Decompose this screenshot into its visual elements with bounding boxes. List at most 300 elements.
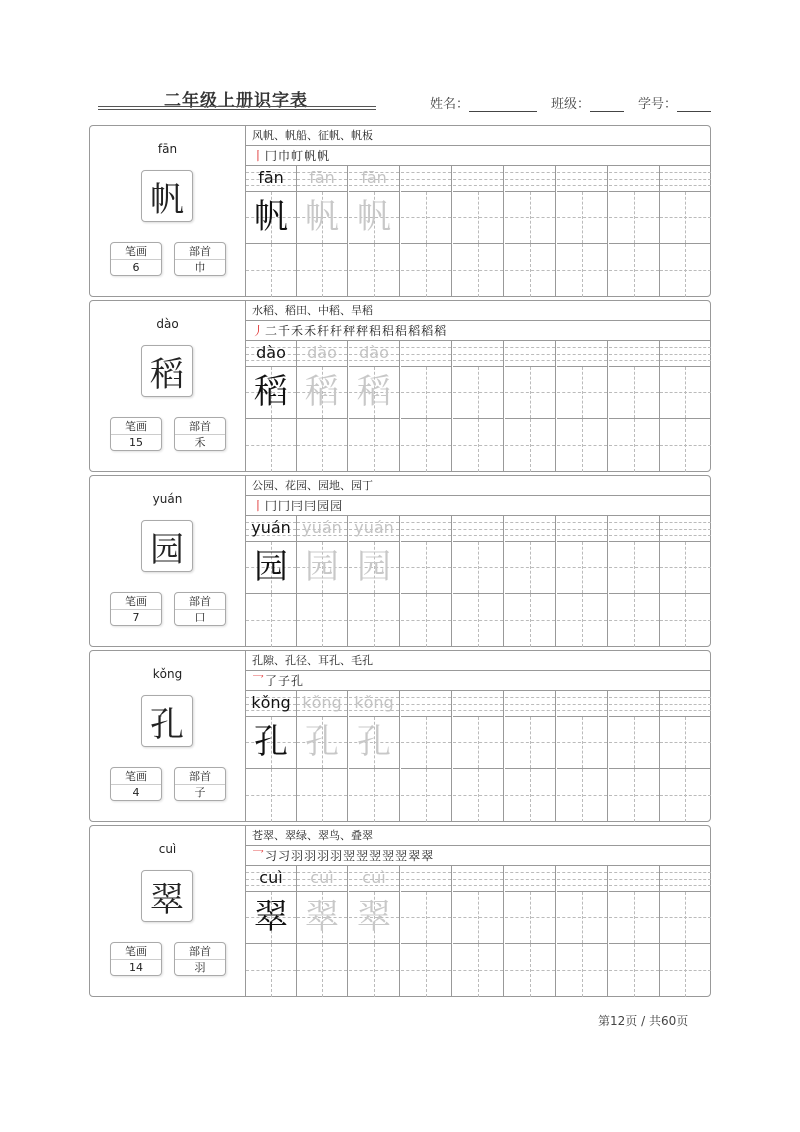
stroke-step: 稻 — [421, 324, 434, 338]
radical-value: 羽 — [194, 961, 206, 974]
practice-column — [505, 341, 556, 472]
stroke-step: 稆 — [382, 324, 395, 338]
character-trace: 孔 — [305, 722, 339, 762]
stroke-step: 丨 — [252, 149, 265, 163]
pinyin-cell[interactable] — [505, 341, 555, 367]
tian-cell[interactable] — [557, 769, 607, 822]
radical-label: 部首 — [175, 593, 225, 610]
pinyin-model: kǒng — [251, 693, 291, 712]
title-underline — [98, 109, 376, 110]
tian-cell[interactable] — [505, 244, 555, 297]
character-model: 帆 — [254, 197, 288, 237]
pinyin-cell[interactable] — [297, 166, 347, 192]
pinyin-label: cuì — [158, 842, 177, 856]
tian-cell[interactable] — [453, 367, 503, 419]
radical-box — [174, 242, 226, 276]
tian-cell[interactable] — [401, 419, 451, 472]
pinyin-model: cuì — [259, 868, 283, 887]
pinyin-cell[interactable] — [660, 691, 711, 717]
tian-cell[interactable] — [660, 244, 711, 297]
practice-column — [557, 516, 608, 647]
pinyin-cell[interactable] — [453, 166, 503, 192]
character-display: 翠 — [141, 870, 193, 922]
practice-column — [505, 516, 556, 647]
pinyin-trace: yuán — [354, 518, 394, 537]
stroke-step: 翠 — [408, 849, 421, 863]
stroke-step: 稻 — [434, 324, 447, 338]
stroke-step: 习 — [265, 849, 278, 863]
writing-grid — [246, 866, 711, 997]
character-trace: 帆 — [357, 197, 391, 237]
stroke-step: 冂 — [265, 499, 278, 513]
tian-cell[interactable] — [349, 542, 399, 594]
tian-cell[interactable] — [505, 367, 555, 419]
character-info — [90, 826, 246, 996]
practice-column — [297, 866, 348, 997]
tian-cell[interactable] — [609, 419, 659, 472]
pinyin-cell[interactable] — [505, 691, 555, 717]
tian-cell[interactable] — [453, 419, 503, 472]
pinyin-trace: cuì — [362, 868, 386, 887]
tian-cell[interactable] — [557, 717, 607, 769]
stroke-count-label: 笔画 — [111, 418, 161, 435]
stroke-order — [246, 846, 711, 866]
tian-cell[interactable] — [401, 594, 451, 647]
stroke-order — [246, 321, 711, 341]
tian-cell[interactable] — [297, 944, 347, 997]
pinyin-cell[interactable] — [297, 341, 347, 367]
pinyin-cell[interactable] — [246, 166, 296, 192]
stroke-step: 稆 — [369, 324, 382, 338]
tian-cell[interactable] — [246, 944, 296, 997]
tian-cell[interactable] — [453, 594, 503, 647]
pinyin-cell[interactable] — [660, 516, 711, 542]
character-display: 孔 — [141, 695, 193, 747]
character-trace: 翠 — [357, 897, 391, 937]
tian-cell[interactable] — [401, 542, 451, 594]
radical-value: 口 — [194, 611, 206, 624]
tian-cell[interactable] — [505, 419, 555, 472]
stroke-step: 禾 — [304, 324, 317, 338]
practice-column — [349, 516, 400, 647]
pinyin-label: kǒng — [152, 667, 183, 681]
name-field[interactable] — [430, 93, 537, 112]
stroke-count-label: 笔画 — [111, 593, 161, 610]
tian-cell[interactable] — [349, 892, 399, 944]
tian-cell[interactable] — [609, 367, 659, 419]
character-card — [89, 300, 711, 472]
pinyin-cell[interactable] — [246, 691, 296, 717]
radical-value: 巾 — [194, 261, 206, 274]
pinyin-cell[interactable] — [505, 516, 555, 542]
character-info — [90, 126, 246, 296]
radical-box — [174, 942, 226, 976]
character-info — [90, 301, 246, 471]
writing-grid — [246, 166, 711, 297]
stroke-step: 帄 — [291, 149, 304, 163]
pinyin-trace: dào — [359, 343, 389, 362]
page-title: 二年级上册识字表 — [164, 91, 308, 111]
stroke-step: 翌 — [369, 849, 382, 863]
tian-cell[interactable] — [557, 367, 607, 419]
pinyin-cell[interactable] — [246, 866, 296, 892]
character-trace: 稻 — [357, 372, 391, 412]
stroke-count-box — [110, 592, 162, 626]
pinyin-trace: kǒng — [302, 693, 342, 712]
writing-grid — [246, 341, 711, 472]
tian-cell[interactable] — [401, 244, 451, 297]
tian-cell[interactable] — [401, 192, 451, 244]
practice-column — [401, 866, 452, 997]
character-trace: 帆 — [305, 197, 339, 237]
tian-cell[interactable] — [246, 419, 296, 472]
tian-cell[interactable] — [505, 769, 555, 822]
practice-column — [246, 341, 297, 472]
tian-cell[interactable] — [609, 244, 659, 297]
tian-cell[interactable] — [453, 542, 503, 594]
practice-column — [349, 166, 400, 297]
pinyin-model: yuán — [251, 518, 291, 537]
tian-cell[interactable] — [453, 244, 503, 297]
practice-column — [505, 166, 556, 297]
character-display: 帆 — [141, 170, 193, 222]
tian-cell[interactable] — [246, 244, 296, 297]
pinyin-trace: fān — [361, 168, 387, 187]
practice-column — [557, 341, 608, 472]
pinyin-cell[interactable] — [297, 866, 347, 892]
stroke-count-label: 笔画 — [111, 243, 161, 260]
character-model: 园 — [254, 547, 288, 587]
tian-cell[interactable] — [660, 419, 711, 472]
tian-cell[interactable] — [246, 769, 296, 822]
pinyin-cell[interactable] — [349, 866, 399, 892]
practice-column — [557, 691, 608, 822]
class-label: 班级： — [551, 97, 591, 112]
tian-cell[interactable] — [349, 717, 399, 769]
stroke-step: 羽 — [291, 849, 304, 863]
character-trace: 翠 — [305, 897, 339, 937]
pinyin-cell[interactable] — [453, 341, 503, 367]
student-fields — [430, 93, 725, 112]
tian-cell[interactable] — [297, 367, 347, 419]
practice-column — [660, 516, 711, 647]
stroke-step: 禾 — [291, 324, 304, 338]
practice-column — [453, 516, 504, 647]
character-info — [90, 476, 246, 646]
student-id-field[interactable] — [638, 93, 711, 112]
pinyin-cell[interactable] — [609, 166, 659, 192]
character-display: 稻 — [141, 345, 193, 397]
example-words: 孔隙、孔径、耳孔、毛孔 — [246, 651, 711, 671]
stroke-count-box — [110, 417, 162, 451]
tian-cell[interactable] — [349, 244, 399, 297]
stroke-step: 乛 — [252, 674, 265, 688]
tian-cell[interactable] — [401, 769, 451, 822]
radical-label: 部首 — [175, 243, 225, 260]
pinyin-cell[interactable] — [660, 866, 711, 892]
pinyin-cell[interactable] — [246, 341, 296, 367]
tian-cell[interactable] — [297, 717, 347, 769]
tian-cell[interactable] — [660, 192, 711, 244]
tian-cell[interactable] — [349, 944, 399, 997]
practice-column — [297, 166, 348, 297]
pinyin-label: fān — [157, 142, 178, 156]
pinyin-cell[interactable] — [401, 341, 451, 367]
stroke-step: 羽 — [330, 849, 343, 863]
tian-cell[interactable] — [453, 892, 503, 944]
tian-cell[interactable] — [349, 769, 399, 822]
character-trace: 园 — [305, 547, 339, 587]
tian-cell[interactable] — [349, 594, 399, 647]
practice-area — [246, 826, 711, 996]
name-blank[interactable] — [469, 98, 537, 112]
tian-cell[interactable] — [609, 944, 659, 997]
stroke-count-value: 4 — [132, 786, 140, 799]
tian-cell[interactable] — [297, 192, 347, 244]
practice-area — [246, 651, 711, 821]
tian-cell[interactable] — [557, 594, 607, 647]
practice-column — [401, 691, 452, 822]
pinyin-cell[interactable] — [349, 691, 399, 717]
practice-column — [453, 341, 504, 472]
stroke-step: 冃 — [291, 499, 304, 513]
pinyin-cell[interactable] — [401, 516, 451, 542]
tian-cell[interactable] — [505, 594, 555, 647]
tian-cell[interactable] — [246, 367, 296, 419]
pinyin-cell[interactable] — [401, 866, 451, 892]
tian-cell[interactable] — [401, 367, 451, 419]
character-display: 园 — [141, 520, 193, 572]
practice-column — [609, 866, 660, 997]
tian-cell[interactable] — [660, 594, 711, 647]
pinyin-cell[interactable] — [609, 341, 659, 367]
tian-cell[interactable] — [401, 717, 451, 769]
stroke-step: 翌 — [395, 849, 408, 863]
tian-cell[interactable] — [609, 192, 659, 244]
stroke-step: 秆 — [330, 324, 343, 338]
example-words: 苍翠、翠绿、翠鸟、叠翠 — [246, 826, 711, 846]
tian-cell[interactable] — [660, 717, 711, 769]
tian-cell[interactable] — [505, 542, 555, 594]
tian-cell[interactable] — [453, 769, 503, 822]
practice-column — [609, 341, 660, 472]
tian-cell[interactable] — [557, 892, 607, 944]
pinyin-model: fān — [258, 168, 284, 187]
tian-cell[interactable] — [660, 367, 711, 419]
pinyin-cell[interactable] — [660, 166, 711, 192]
pinyin-cell[interactable] — [401, 691, 451, 717]
tian-cell[interactable] — [246, 892, 296, 944]
tian-cell[interactable] — [557, 944, 607, 997]
tian-cell[interactable] — [609, 769, 659, 822]
practice-column — [349, 691, 400, 822]
pinyin-cell[interactable] — [557, 341, 607, 367]
stroke-step: 了 — [265, 674, 278, 688]
stroke-step: 丿 — [252, 324, 265, 338]
character-card — [89, 825, 711, 997]
tian-cell[interactable] — [297, 419, 347, 472]
class-field[interactable] — [551, 93, 624, 112]
tian-cell[interactable] — [557, 192, 607, 244]
tian-cell[interactable] — [505, 892, 555, 944]
class-blank[interactable] — [590, 98, 624, 112]
tian-cell[interactable] — [297, 769, 347, 822]
character-card — [89, 650, 711, 822]
tian-cell[interactable] — [660, 892, 711, 944]
stroke-step: 冂 — [265, 149, 278, 163]
stroke-step: 乛 — [252, 849, 265, 863]
pinyin-cell[interactable] — [660, 341, 711, 367]
pinyin-cell[interactable] — [557, 166, 607, 192]
pinyin-cell[interactable] — [609, 866, 659, 892]
pinyin-cell[interactable] — [453, 866, 503, 892]
stroke-step: 秤 — [343, 324, 356, 338]
pinyin-cell[interactable] — [557, 516, 607, 542]
tian-cell[interactable] — [557, 244, 607, 297]
tian-cell[interactable] — [246, 192, 296, 244]
stroke-step: 翌 — [382, 849, 395, 863]
stroke-order — [246, 146, 711, 166]
page-number: 第12页 / 共60页 — [598, 1014, 689, 1028]
tian-cell[interactable] — [557, 419, 607, 472]
practice-column — [401, 516, 452, 647]
pinyin-cell[interactable] — [401, 166, 451, 192]
tian-cell[interactable] — [660, 769, 711, 822]
practice-column — [609, 691, 660, 822]
pinyin-cell[interactable] — [609, 691, 659, 717]
character-trace: 园 — [357, 547, 391, 587]
tian-cell[interactable] — [609, 717, 659, 769]
stroke-step: 翠 — [421, 849, 434, 863]
practice-column — [453, 166, 504, 297]
tian-cell[interactable] — [609, 594, 659, 647]
tian-cell[interactable] — [349, 367, 399, 419]
radical-box — [174, 417, 226, 451]
tian-cell[interactable] — [349, 419, 399, 472]
tian-cell[interactable] — [609, 542, 659, 594]
tian-cell[interactable] — [246, 717, 296, 769]
tian-cell[interactable] — [453, 192, 503, 244]
tian-cell[interactable] — [557, 542, 607, 594]
stroke-step: 园 — [330, 499, 343, 513]
pinyin-cell[interactable] — [297, 691, 347, 717]
tian-cell[interactable] — [297, 892, 347, 944]
example-words: 公园、花园、园地、园丁 — [246, 476, 711, 496]
practice-column — [349, 341, 400, 472]
tian-cell[interactable] — [505, 717, 555, 769]
writing-grid — [246, 516, 711, 647]
radical-label: 部首 — [175, 943, 225, 960]
stroke-order — [246, 671, 711, 691]
stroke-step: 帆 — [304, 149, 317, 163]
pinyin-label: dào — [156, 317, 179, 331]
tian-cell[interactable] — [401, 944, 451, 997]
stroke-step: 孔 — [291, 674, 304, 688]
tian-cell[interactable] — [401, 892, 451, 944]
pinyin-cell[interactable] — [246, 516, 296, 542]
stroke-count-box — [110, 942, 162, 976]
stroke-step: 冃 — [304, 499, 317, 513]
stroke-count-value: 15 — [129, 436, 143, 449]
tian-cell[interactable] — [297, 594, 347, 647]
stroke-step: 园 — [317, 499, 330, 513]
practice-column — [297, 691, 348, 822]
radical-label: 部首 — [175, 418, 225, 435]
practice-column — [297, 341, 348, 472]
tian-cell[interactable] — [505, 944, 555, 997]
pinyin-cell[interactable] — [349, 166, 399, 192]
pinyin-cell[interactable] — [349, 341, 399, 367]
stroke-step: 丨 — [252, 499, 265, 513]
stroke-step: 羽 — [317, 849, 330, 863]
practice-area — [246, 476, 711, 646]
stroke-step: 秆 — [317, 324, 330, 338]
pinyin-trace: yuán — [302, 518, 342, 537]
practice-area — [246, 301, 711, 471]
radical-value: 子 — [194, 786, 206, 799]
practice-column — [660, 341, 711, 472]
stroke-step: 秤 — [356, 324, 369, 338]
tian-cell[interactable] — [246, 594, 296, 647]
practice-column — [557, 166, 608, 297]
practice-column — [246, 866, 297, 997]
pinyin-cell[interactable] — [297, 516, 347, 542]
writing-grid — [246, 691, 711, 822]
character-card — [89, 475, 711, 647]
example-words: 水稻、稻田、中稻、旱稻 — [246, 301, 711, 321]
radical-value: 禾 — [194, 436, 206, 449]
stroke-count-label: 笔画 — [111, 943, 161, 960]
practice-column — [246, 516, 297, 647]
practice-column — [453, 691, 504, 822]
tian-cell[interactable] — [297, 244, 347, 297]
character-trace: 稻 — [305, 372, 339, 412]
pinyin-cell[interactable] — [557, 866, 607, 892]
tian-cell[interactable] — [505, 192, 555, 244]
character-info — [90, 651, 246, 821]
pinyin-cell[interactable] — [505, 166, 555, 192]
tian-cell[interactable] — [246, 542, 296, 594]
tian-cell[interactable] — [453, 717, 503, 769]
tian-cell[interactable] — [297, 542, 347, 594]
pinyin-model: dào — [256, 343, 286, 362]
character-model: 稻 — [254, 372, 288, 412]
practice-column — [246, 691, 297, 822]
practice-column — [297, 516, 348, 647]
pinyin-cell[interactable] — [505, 866, 555, 892]
tian-cell[interactable] — [660, 944, 711, 997]
pinyin-cell[interactable] — [349, 516, 399, 542]
practice-column — [349, 866, 400, 997]
character-trace: 孔 — [357, 722, 391, 762]
stroke-step: 二 — [265, 324, 278, 338]
practice-column — [609, 516, 660, 647]
radical-box — [174, 767, 226, 801]
pinyin-cell[interactable] — [453, 516, 503, 542]
tian-cell[interactable] — [660, 542, 711, 594]
practice-column — [505, 691, 556, 822]
pinyin-cell[interactable] — [453, 691, 503, 717]
tian-cell[interactable] — [453, 944, 503, 997]
stroke-step: 帆 — [317, 149, 330, 163]
student-id-blank[interactable] — [677, 98, 711, 112]
character-card — [89, 125, 711, 297]
pinyin-cell[interactable] — [557, 691, 607, 717]
pinyin-cell[interactable] — [609, 516, 659, 542]
tian-cell[interactable] — [609, 892, 659, 944]
title-underline — [98, 106, 376, 107]
tian-cell[interactable] — [349, 192, 399, 244]
